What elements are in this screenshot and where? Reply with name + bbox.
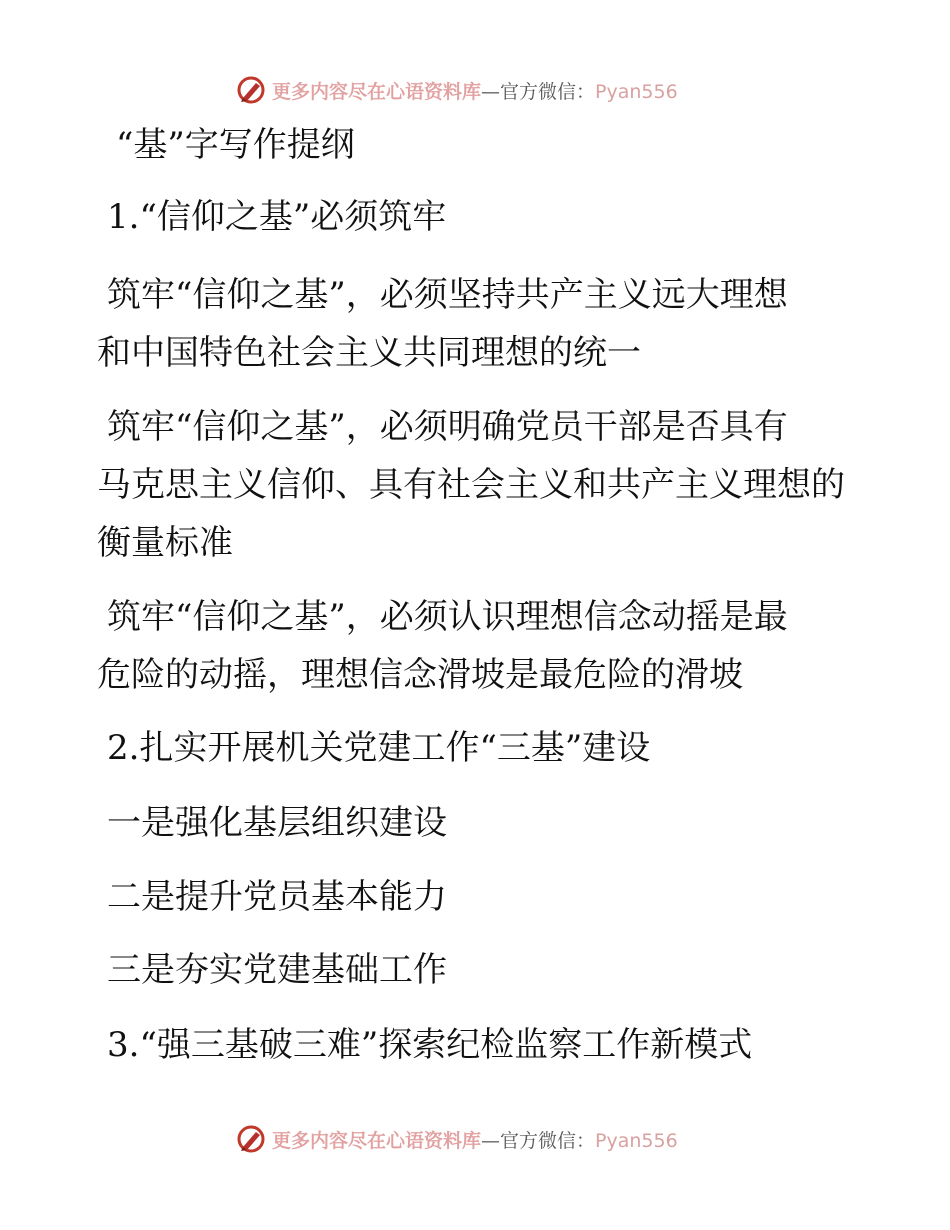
watermark-text: 更多内容尽在心语资料库—官方微信：Pyan556 bbox=[272, 80, 678, 103]
paragraph-line: 筑牢“信仰之基”，必须坚持共产主义远大理想 bbox=[107, 275, 788, 315]
pen-logo-icon bbox=[236, 75, 266, 105]
list-item: 一是强化基层组织建设 bbox=[107, 803, 447, 843]
watermark-banner-top bbox=[236, 73, 716, 107]
paragraph-line: 筑牢“信仰之基”，必须明确党员干部是否具有 bbox=[107, 407, 788, 447]
paragraph-line: 衡量标准 bbox=[97, 523, 233, 563]
paragraph-line: 马克思主义信仰、具有社会主义和共产主义理想的 bbox=[97, 465, 845, 505]
paragraph-line: 危险的动摇，理想信念滑坡是最危险的滑坡 bbox=[97, 655, 743, 695]
section-heading-3: 3.“强三基破三难”探索纪检监察工作新模式 bbox=[107, 1025, 753, 1065]
list-item: 三是夯实党建基础工作 bbox=[107, 950, 447, 990]
list-item: 二是提升党员基本能力 bbox=[107, 877, 447, 917]
pen-logo-icon bbox=[236, 1124, 266, 1154]
section-heading-2: 2.扎实开展机关党建工作“三基”建设 bbox=[107, 728, 651, 768]
paragraph-line: 和中国特色社会主义共同理想的统一 bbox=[97, 333, 641, 373]
paragraph-line: 筑牢“信仰之基”，必须认识理想信念动摇是最 bbox=[107, 597, 788, 637]
document-title: “基”字写作提纲 bbox=[116, 125, 355, 165]
section-heading-1: 1.“信仰之基”必须筑牢 bbox=[107, 197, 447, 237]
watermark-text: 更多内容尽在心语资料库—官方微信：Pyan556 bbox=[272, 1129, 678, 1152]
watermark-banner-bottom bbox=[236, 1122, 716, 1156]
